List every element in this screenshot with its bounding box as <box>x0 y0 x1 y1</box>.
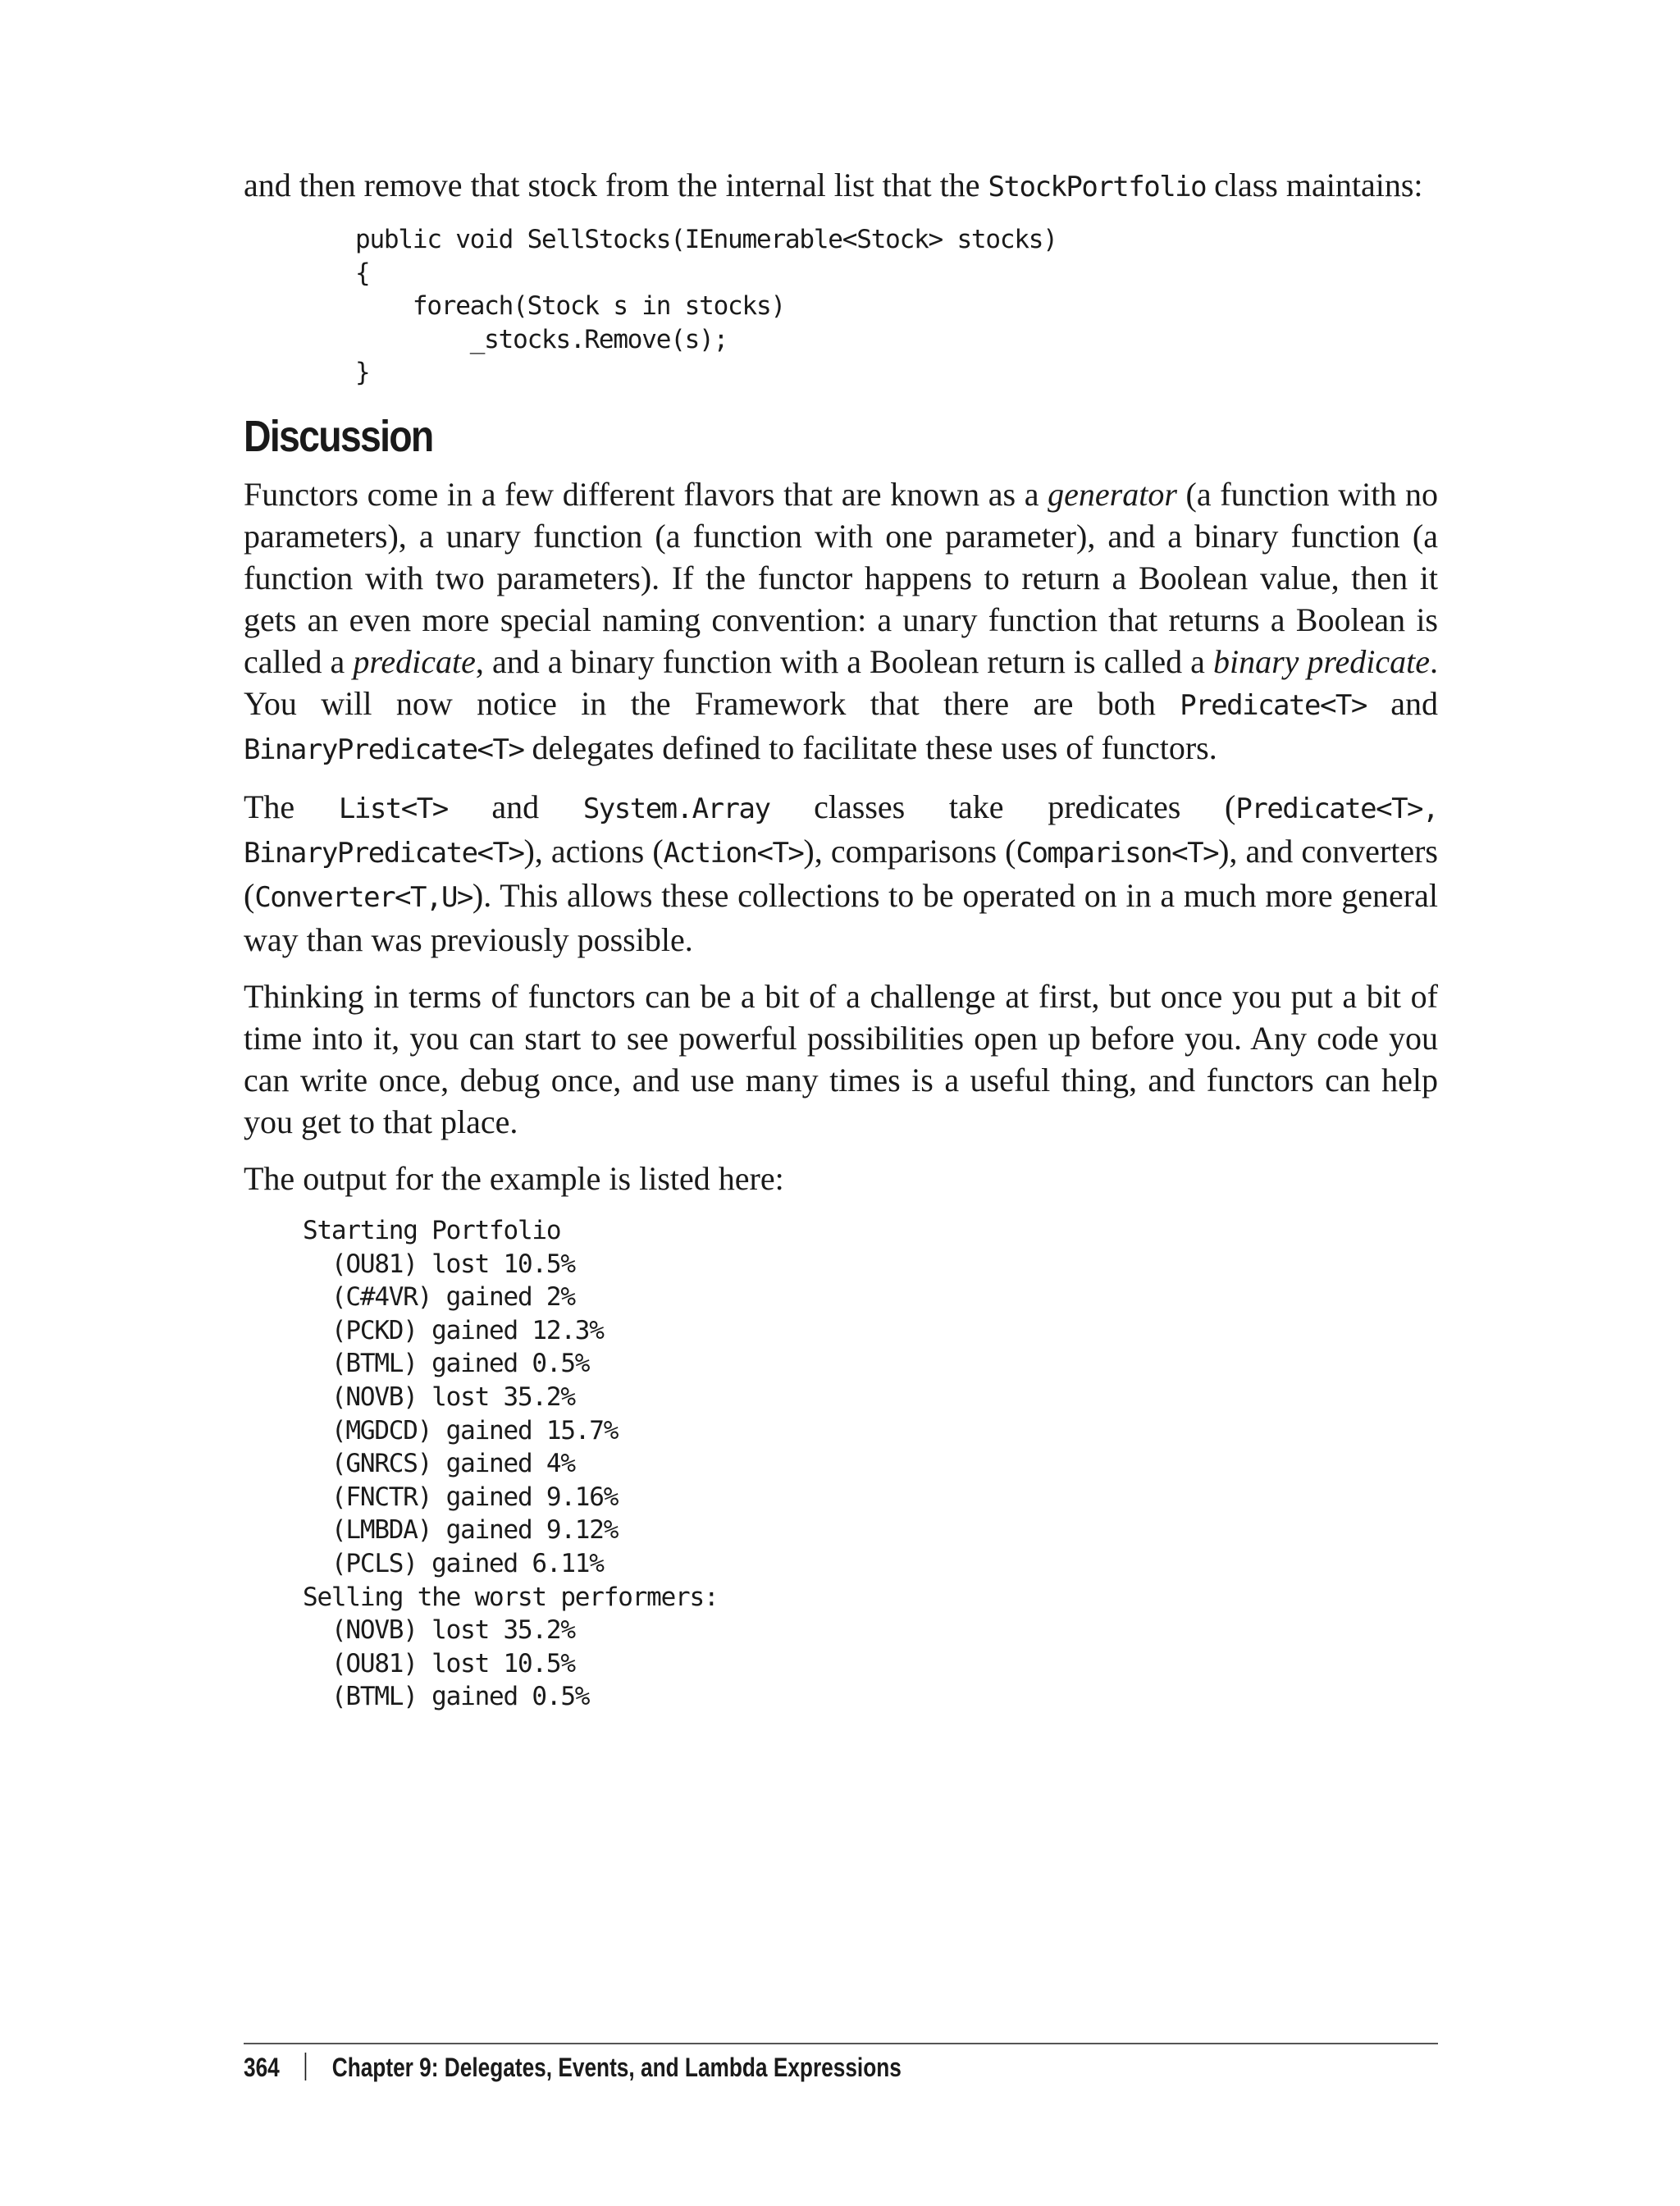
footer-separator <box>305 2053 307 2080</box>
p1-text-3: , and a binary function with a Boolean return is called a <box>475 642 1213 680</box>
p2-code-comparison: Comparison<T> <box>1016 836 1219 870</box>
paragraph-collections <box>244 786 1438 961</box>
p1-em-binary-predicate: binary predicate <box>1212 642 1430 680</box>
intro-code: StockPortfolio <box>988 171 1207 203</box>
p2-code-array: System.Array <box>582 792 770 825</box>
footer-divider <box>244 2043 1438 2044</box>
p2-text-4: ), actions ( <box>523 832 664 870</box>
page-content <box>244 164 1438 1714</box>
paragraph-output-intro: The output for the example is listed here: <box>244 1159 784 1197</box>
section-heading: Discussion <box>244 411 433 461</box>
p2-text-5: ), comparisons ( <box>803 832 1016 870</box>
intro-text-2: class maintains: <box>1206 167 1423 203</box>
p1-text-1: Functors come in a few different flavors that are known as a <box>244 475 1048 513</box>
p2-text-6: ), and converters ( <box>244 832 1438 914</box>
p1-code-binary-predicate: BinaryPredicate<T> <box>244 733 524 766</box>
code-sell-stocks: public void SellStocks(IEnumerable<Stock> stocks) { foreach(Stock s in stocks) _stocks.Remove(s); } <box>355 225 1057 388</box>
p2-text-2: and <box>447 788 583 825</box>
intro-paragraph <box>244 164 1438 208</box>
p2-text-1: The <box>244 788 339 825</box>
p1-text-4: . You will now notice in the Framework that there are both <box>244 642 1438 722</box>
paragraph-thinking: Thinking in terms of functors can be a bit of a challenge at first, but once you put a bit of time into it, you can start to see powerful possibilities open up before you. Any code you can write once, debug once, and use many times is a useful thing, and functors can help you get to that place. <box>244 977 1438 1140</box>
p1-text-6: delegates defined to facilitate these uses of functors. <box>523 728 1217 766</box>
p2-text-3: classes take predicates ( <box>769 788 1236 825</box>
chapter-title: Chapter 9: Delegates, Events, and Lambda Expressions <box>331 2053 902 2082</box>
p1-em-generator: generator <box>1048 475 1177 513</box>
p2-code-list: List<T> <box>338 792 448 825</box>
p1-code-predicate: Predicate<T> <box>1180 688 1367 722</box>
p2-code-converter: Converter<T,U> <box>254 880 472 914</box>
paragraph-functors <box>244 473 1438 771</box>
p1-em-predicate: predicate <box>353 642 476 680</box>
page-number: 364 <box>244 2053 280 2082</box>
p2-text-7: ). This allows these collections to be operated on in a much more general way than was previously possible. <box>244 876 1438 958</box>
code-output-listing: Starting Portfolio (OU81) lost 10.5% (C#4VR) gained 2% (PCKD) gained 12.3% (BTML) gained 0.5% (NOVB) lost 35.2% (MGDCD) gained 15.7% (GNRCS) gained 4% (FNCTR) gained 9.16% (LMBDA) gained 9.12% (PCLS) gained 6.11% Selling the worst performers: (NOVB) lost 35.2% (OU81) lost 10.5% (BTML) gained 0.5% <box>303 1215 719 1712</box>
intro-text-1: and then remove that stock from the internal list that the <box>244 167 988 203</box>
p2-code-predicates: Predicate<T>, BinaryPredicate<T> <box>244 792 1438 870</box>
p1-text-5: and <box>1366 684 1438 722</box>
p1-text-2: (a function with no parameters), a unary function (a function with one parameter), and a binary function (a function with two parameters). If the functor happens to return a Boolean value, then it gets an even more special naming convention: a unary function that returns a Boolean is called a <box>244 475 1438 680</box>
p2-code-action: Action<T> <box>663 836 804 870</box>
page-footer <box>244 2049 902 2085</box>
